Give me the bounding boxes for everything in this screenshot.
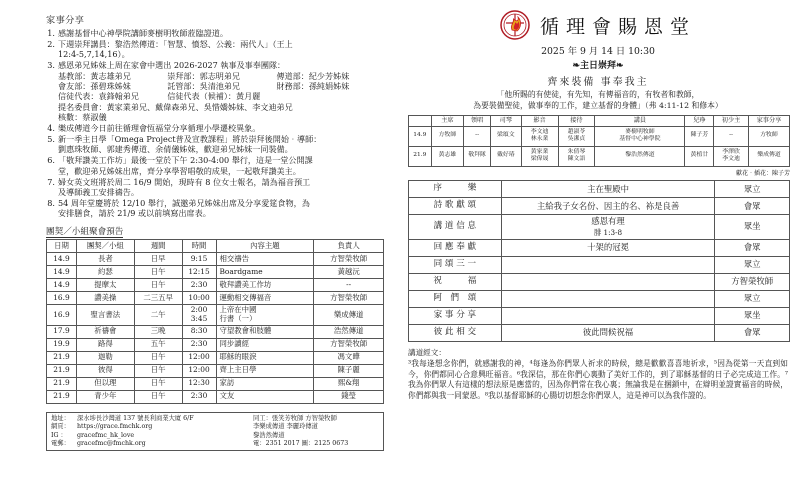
cell-topic: Boardgame [216,266,314,279]
announcement-line: 54 周年堂慶將於 12/10 舉行，誠邀弟兄姊妹出席及分享愛筵食物，為 [58,197,310,208]
ministry-cell: 基教部：黃志雄弟兄 [58,70,131,81]
duty-col-header: 初少主 [714,115,749,126]
contact-value[interactable]: 深水埗長沙灣道 137 號長利商業大廈 6/F [77,414,194,422]
cell-date: 14.9 [47,266,77,279]
announcement-line: 婦女英文班將於周二 16/9 開始，現時有 8 位女士報名，請為福音預工 [58,176,311,187]
contact-label: 網頁： [51,423,70,431]
theme-scripture-line: 為要裝備聖徒，做事奉的工作，建立基督的身體」（弗 4:11-12 和修本） [473,100,723,110]
duty-cell: 戴好瑃 [490,146,521,166]
cell-time: 2:30 [182,338,216,351]
order-item-name: 彼 此 相 交 [409,324,502,341]
cell-time: 2:30 [182,279,216,292]
announcements-title: 家事分享 [46,15,85,26]
announcement-line: 感謝基督中心神學院講師麥樹明牧師蒞臨證道。 [58,28,228,38]
cell-week: 日早 [134,253,182,266]
ornament-right-icon: ❧ [616,61,624,71]
ministry-cell: 財務部：孫純娟姊妹 [276,80,350,91]
cell-date: 21.9 [47,364,77,377]
cell-week: 日午 [134,377,182,390]
theme-scripture-line: 「他所賜的有使徒，有先知，有傳福音的，有牧者和教師， [496,90,700,99]
ministry-cell: 信徒代表（候補）：黃月麗 [167,91,261,102]
cell-topic: 同步讀經 [216,338,314,351]
order-item-name: 家 事 分 享 [409,307,502,324]
table-row [47,390,384,403]
cell-leader: 熙&翔 [314,377,384,390]
order-item-role: 眾立 [715,290,790,307]
cell-week: 日午 [134,351,182,364]
announcement-text [58,60,386,122]
col-header-group: 團契／小組 [76,240,134,253]
duty-col-header: 講員 [595,115,685,126]
cell-time: 12:15 [182,266,216,279]
table-row [47,325,384,338]
table-row [47,279,384,292]
ministry-row [58,71,386,81]
table-row [409,290,790,307]
cell-date: 21.9 [47,377,77,390]
order-item-role: 方智榮牧師 [715,273,790,290]
table-row [47,266,384,279]
table-row [47,253,384,266]
order-item-role: 眾立 [715,181,790,198]
service-datetime: 2025 年 9 月 14 日 10:30 [541,46,655,57]
duty-col-header: 主席 [431,115,464,126]
cell-date: 14.9 [47,253,77,266]
announcement-list-top [46,28,386,219]
cell-leader: 黃越沅 [314,266,384,279]
duty-cell: -- [714,126,749,146]
cell-group: 迦勒 [76,351,134,364]
announcement-line: 下週崇拜講員：黎浩然傳道：「智慧、憤怒、公義：兩代人」（王上 [58,38,293,49]
duty-cell: 黎浩然傳道 [595,146,685,166]
announcement-line: 及導師義工安排禱告。 [58,186,139,197]
contact-info-box [46,412,384,452]
cell-date: 16.9 [47,292,77,305]
cell-topic: 守望教會和肢體 [216,325,314,338]
announcement-text [58,123,386,133]
duty-cell: 方牧師 [748,126,789,146]
order-item-ref: 腓 1:3-8 [594,227,623,237]
table-row [409,324,790,341]
order-item-content: 主在聖殿中 [501,181,715,198]
announcement-text [58,134,386,155]
contact-value[interactable]: https://grace.fmchk.org [77,423,153,431]
cell-group: 青少年 [76,390,134,403]
announcement-item [46,177,386,198]
cell-group: 提摩太 [76,279,134,292]
duty-cell: 陳子芳 [685,126,714,146]
cell-topic: 家訪 [216,377,314,390]
table-row [409,146,790,166]
contact-row [51,440,247,448]
ministry-row [58,81,386,91]
duty-col-header: 司琴 [490,115,521,126]
duty-cell: 黃植廿 [685,146,714,166]
contact-value[interactable]: gracefmc@fmchk.org [77,440,146,447]
duty-col-header: 影音 [521,115,558,126]
announcement-line: 「敬拜讚美工作坊」最後一堂於下午 2:30-4:00 舉行，這是一堂公開課 [58,155,313,166]
announcement-number: 6. [47,155,55,166]
ministry-cell: 崇拜部：郭志明弟兄 [167,70,241,81]
staff-row: 李樂成傳道 李麗玲傳道 [253,423,318,431]
announcement-item [46,134,386,155]
order-item-content: 十架的冠冕 [501,239,715,256]
col-header-time: 時間 [182,240,216,253]
order-item-role: 會眾 [715,324,790,341]
service-type-label: 主日崇拜 [579,61,616,71]
cell-topic: 耶穌的眼淚 [216,351,314,364]
cell-group: 長者 [76,253,134,266]
cell-leader: 陳子麗 [314,364,384,377]
announcement-text [58,198,386,219]
duty-cell: 李文迪 林永業 [521,126,558,146]
duty-cell-date: 21.9 [409,146,432,166]
duty-cell: 梁頌文 [490,126,521,146]
table-row [409,239,790,256]
table-row [47,364,384,377]
cell-week: 五午 [134,338,182,351]
cell-topic: 運動相交傳福音 [216,292,314,305]
duty-cell: 李澤欣 李文迪 [714,146,749,166]
table-row [47,351,384,364]
table-row [409,198,790,215]
announcement-number: 2. [47,38,55,49]
table-row [47,377,384,390]
table-row [409,215,790,240]
order-item-name: 阿 們 頌 [409,290,502,307]
cell-topic: 敬拜讚美工作坊 [216,279,314,292]
cell-week: 日午 [134,279,182,292]
cell-date: 19.9 [47,338,77,351]
cell-time: 9:15 [182,253,216,266]
duty-cell: -- [464,126,491,146]
cell-week: 日午 [134,266,182,279]
cell-week: 二三五早 [134,292,182,305]
ministry-team-grid [58,71,386,123]
order-item-content [501,290,715,307]
order-item-role: 會眾 [715,198,790,215]
order-item-content [501,273,715,290]
contact-row [51,432,247,440]
ministry-cell: 提名委員會：黃家業弟兄、戴偉森弟兄、吳惜嬌姊妹、李文迪弟兄 [58,101,293,112]
order-item-name: 回 應 奉 獻 [409,239,502,256]
duty-col-header: 兒琤 [685,115,714,126]
announcement-line: 安排膳食，請於 21/9 或以前填寫出席表。 [58,208,211,219]
table-row [47,292,384,305]
duty-col-header [409,115,432,126]
duty-cell: 朱倩琴 陳文語 [558,146,595,166]
duty-col-header: 家事分享 [748,115,789,126]
order-item-name: 序 樂 [409,181,502,198]
cell-time: 12:00 [182,364,216,377]
announcement-number: 3. [47,60,55,71]
cell-leader: 馮文曄 [314,351,384,364]
cell-topic: 齊上主日學 [216,364,314,377]
announcement-line: 堂，歡迎弟兄姊妹出席，齊分享學習唱敬的成果，一起敬拜讚美主。 [58,165,301,176]
order-item-content [501,307,715,324]
duty-cell: 方牧師 [431,126,464,146]
cell-topic: 相交禱告 [216,253,314,266]
table-row [409,273,790,290]
announcement-line: 新一季主日學「Omega Project普及宣教課程」將於崇拜後開始‧導師： [58,133,322,144]
flower-arrangement-note: 獻花‧插花：陳子芳 [735,170,790,177]
cell-leader: -- [314,279,384,292]
order-item-role: 會眾 [715,239,790,256]
duty-cell: 趙淑苓 吳潔貞 [558,126,595,146]
cell-date: 21.9 [47,390,77,403]
cell-leader: 樂成傳道 [314,305,384,325]
announcement-text [58,177,386,198]
announcement-number: 4. [47,123,55,134]
panel-divider [400,0,401,500]
theme-scripture [408,90,788,112]
col-header-week: 週間 [134,240,182,253]
table-row [409,181,790,198]
announcement-text [58,28,386,38]
table-header-row [409,115,790,126]
contact-label: 電郵： [51,440,70,447]
cell-time: 12:00 [182,351,216,364]
fellowship-table-title: 團契／小組聚會預告 [46,227,124,238]
ministry-cell: 會友部：孫碧珠姊妹 [58,80,131,91]
ministry-cell: 託管部：吳清池弟兄 [167,80,241,91]
sermon-scripture-text: ³我每逢想念你們，就感謝我的神，⁴每逢為你們眾人祈求的時候，總是歡歡喜喜地祈求，⁵因為從第一天直到如今，你們都同心合意興旺福音。⁶我深信，那在你們心裏動了美好工作的，到了耶穌基督的日子必完成這工作。⁷我為你們眾人有這樣的想法原是應當的，因為你們常在我心裏；無論我是在捆鎖中，在辯明並證實福音的時候，你們都與我一同蒙恩。⁸我以基督耶穌的心腸切切想念你們眾人，這是神可以為我作證的。 [408,358,788,401]
worship-panel [400,0,800,500]
duty-cell: 黃家業 梁偉晟 [521,146,558,166]
order-item-name: 同 頌 三 一 [409,256,502,273]
announcement-line: 樂成傳道今日前往循理會恆福堂分享循理小學遷校異象。 [58,123,261,134]
announcement-line: 感恩弟兄姊妹上周在家會中選出 2026-2027 執事及事奉團隊： [58,60,286,71]
contact-label: IG ： [51,431,67,439]
announcement-item [46,198,386,219]
contact-row [51,415,247,423]
table-row [47,338,384,351]
cell-leader: 方智榮牧師 [314,292,384,305]
ornament-left-icon: ❧ [572,61,580,71]
order-item-role: 眾坐 [715,307,790,324]
cell-group: 但以理 [76,377,134,390]
cell-leader: 方智榮牧師 [314,338,384,351]
table-row [47,305,384,325]
cell-week: 二午 [134,305,182,325]
announcement-number: 5. [47,133,55,144]
announcement-number: 8. [47,197,55,208]
announcement-number: 7. [47,176,55,187]
service-theme: 齊來裝備 事奉我主 [547,77,649,88]
ministry-row [58,102,386,112]
order-item-role: 眾立 [715,256,790,273]
cell-week: 日午 [134,390,182,403]
col-header-leader: 負責人 [314,240,384,253]
cell-time: 12:30 [182,377,216,390]
table-row [409,126,790,146]
table-header-row [47,240,384,253]
cell-group: 讚美操 [76,292,134,305]
duty-cell-date: 14.9 [409,126,432,146]
staff-row: 黎浩然傳道 [253,431,285,439]
cell-group: 聖言書法 [76,305,134,325]
fellowship-schedule-table [46,239,384,403]
order-item-name: 祝 福 [409,273,502,290]
cell-topic: 文友 [216,390,314,403]
cell-group: 祈禱會 [76,325,134,338]
order-item-content: 感恩有理 腓 1:3-8 [501,215,715,240]
duty-cell: 樂成傳道 [748,146,789,166]
announcement-line: 12:4-5,7,14,16）。 [58,49,130,60]
order-item-role: 眾坐 [715,215,790,240]
announcement-item [46,60,386,122]
cell-time: 2:30 [182,390,216,403]
cell-date: 14.9 [47,279,77,292]
cell-time: 8:30 [182,325,216,338]
table-row [409,256,790,273]
ministry-row [58,112,386,122]
announcement-line: 劉惠珠牧師、郭建秀傳道、余倩儀姊妹，歡迎弟兄姊妹一同裝備。 [58,144,293,155]
duty-cell: 敬拜隊 [464,146,491,166]
ministry-cell: 傳道部：紀少芳姊妹 [276,70,350,81]
order-item-content: 主給我子女名份、因主的名、袮是良善 [501,198,715,215]
worship-order-table [408,180,790,342]
announcement-text [58,155,386,176]
duty-roster-table [408,115,790,167]
cell-date: 16.9 [47,305,77,325]
cell-group: 彼得 [76,364,134,377]
duty-cell: 麥樹明牧師 基督中心神學院 [595,126,685,146]
announcement-item [46,123,386,133]
sermon-scripture-heading: 講道經文： [408,347,446,357]
announcement-item [46,155,386,176]
duty-col-header: 領唱 [464,115,491,126]
table-row [409,307,790,324]
col-header-topic: 內容主題 [216,240,314,253]
staff-row: 電：2351 2017 圖：2125 0673 [253,440,349,447]
contact-value[interactable]: gracefmc_hk_love [77,431,135,439]
cell-topic: 上帝在中國 行書（一） [216,305,314,325]
ministry-cell: 信徒代表：袁鋒翰弟兄 [58,91,139,102]
col-header-date: 日期 [47,240,77,253]
ministry-cell: 核數：蔡淑儀 [58,112,107,123]
announcement-item [46,39,386,60]
announcement-text [58,39,386,60]
cell-date: 17.9 [47,325,77,338]
announcement-item [46,28,386,38]
cell-leader: 浩然傳道 [314,325,384,338]
contact-label: 地址： [51,414,70,422]
contact-left-column [51,415,247,449]
order-item-content [501,256,715,273]
service-type [408,58,788,71]
staff-row: 同工：張笑芳牧師 方智榮牧師 [253,414,337,422]
order-item-name: 講 道 信 息 [409,215,502,240]
contact-row [51,423,247,431]
ministry-row [58,91,386,101]
cell-group: 約瑟 [76,266,134,279]
cell-date: 21.9 [47,351,77,364]
cell-week: 三晚 [134,325,182,338]
announcement-number: 1. [47,28,55,38]
church-name: 循理會賜恩堂 [539,15,696,38]
cell-time: 2:00 3:45 [182,305,216,325]
duty-cell: 黃志雄 [431,146,464,166]
cell-time: 10:00 [182,292,216,305]
contact-right-column [253,415,379,449]
cell-week: 日午 [134,364,182,377]
cross-and-flame-logo-icon [500,10,530,40]
order-item-name: 詩 歌 獻 頌 [409,198,502,215]
cell-group: 路得 [76,338,134,351]
cell-leader: 方智榮牧師 [314,253,384,266]
cell-leader: 錢瑩 [314,390,384,403]
duty-col-header: 接待 [558,115,595,126]
order-item-content: 彼此問候祝福 [501,324,715,341]
church-header [408,10,788,40]
